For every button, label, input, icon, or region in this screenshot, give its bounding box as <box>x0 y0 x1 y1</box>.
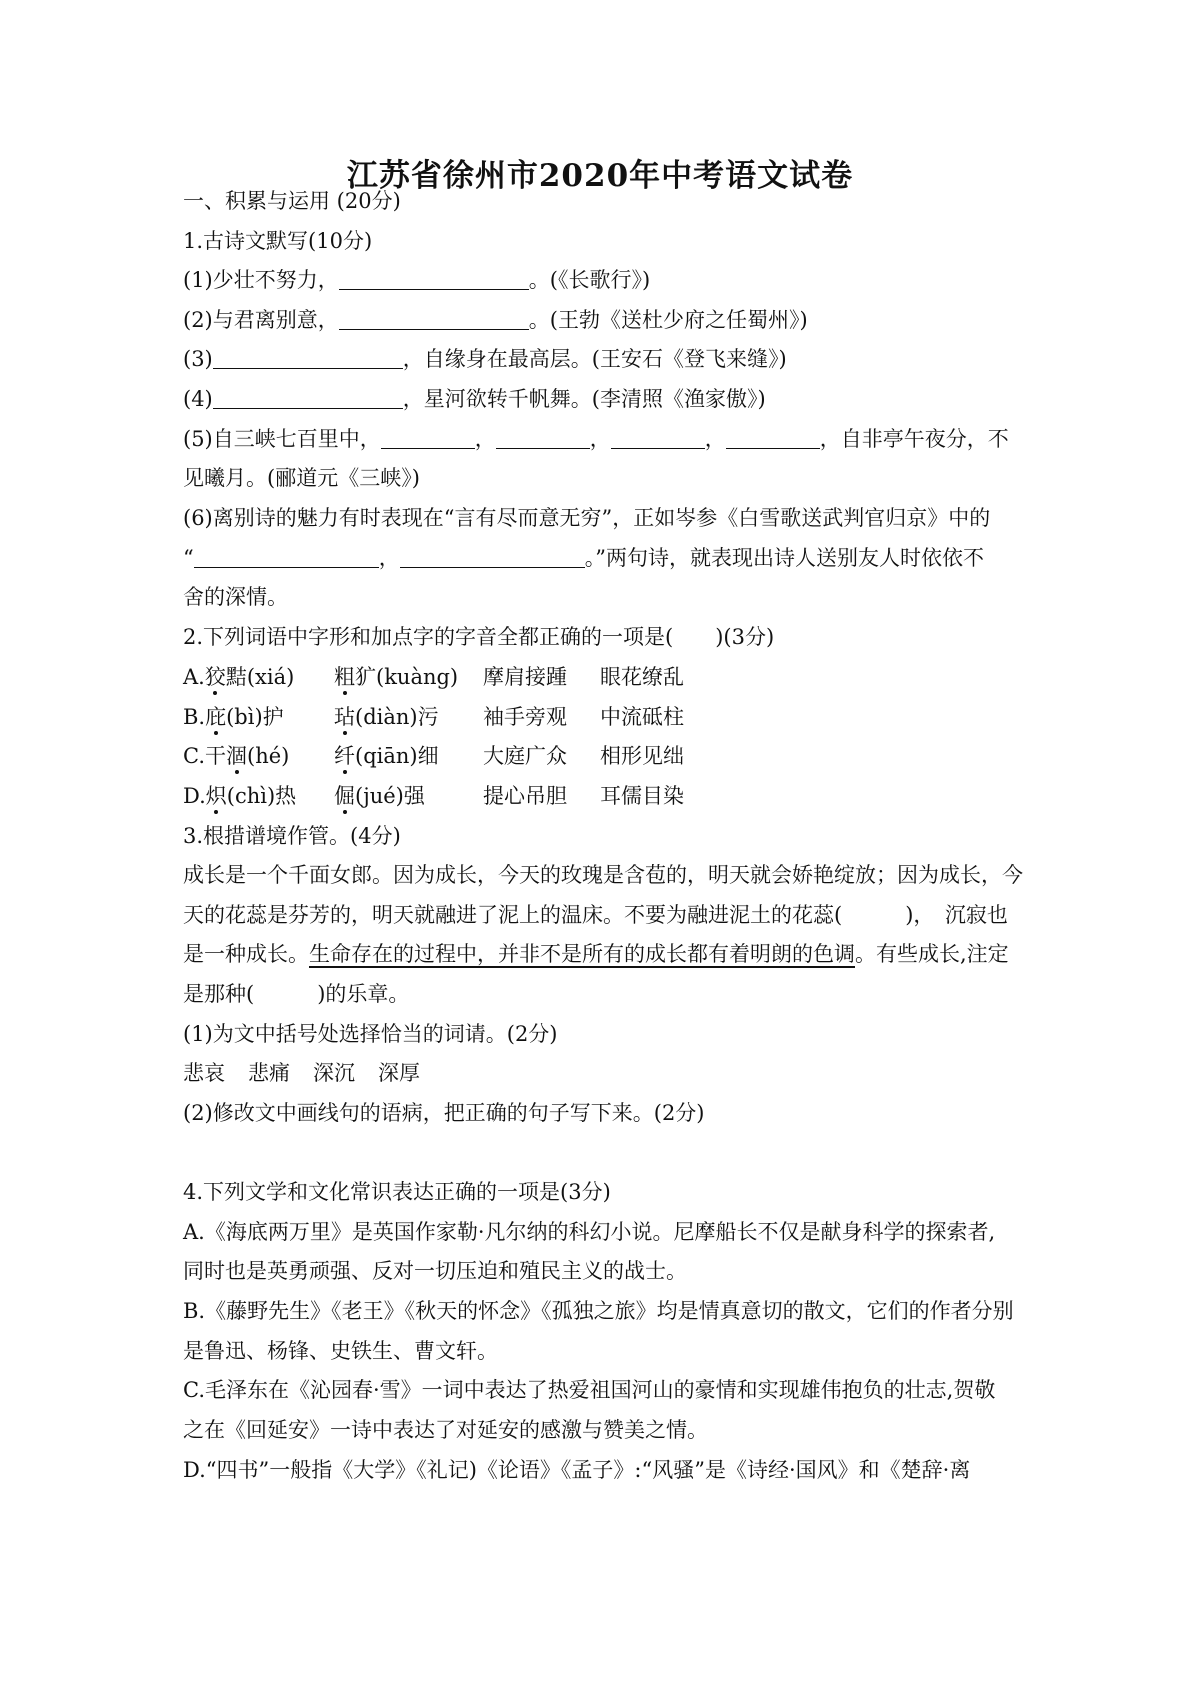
q1-item-1: (1)少壮不努力， 。(《长歌行》) <box>183 268 651 292</box>
answer-blank[interactable] <box>400 545 585 568</box>
q3-word-options <box>183 1058 1033 1088</box>
q1-item-3: (3) ，自缘身在最高层。(王安石《登飞来缝》) <box>183 347 787 371</box>
q1-item-4: (4) ，星河欲转千帆舞。(李清照《渔家傲》) <box>183 387 766 411</box>
answer-blank[interactable] <box>496 426 590 449</box>
answer-blank[interactable] <box>213 386 403 409</box>
q2-option-d[interactable]: D.炽(chì)热 倔(jué)强 提心吊胆 耳儒目染 <box>183 784 684 808</box>
q4-option-c[interactable]: C.毛泽东在《沁园春·雪》一词中表达了热爱祖国河山的豪情和实现雄伟抱负的壮志,贺敬 <box>183 1378 996 1402</box>
answer-blank[interactable] <box>339 267 529 290</box>
answer-blank[interactable] <box>213 346 403 369</box>
q3-passage-line: 是那种( )的乐章。 <box>183 982 410 1006</box>
q1-item-2: (2)与君离别意， 。(王勃《送杜少府之任蜀州》) <box>183 308 808 332</box>
answer-blank[interactable] <box>194 545 379 568</box>
q4-option-c-cont: 之在《回延安》一诗中表达了对延安的感激与赞美之情。 <box>183 1418 708 1442</box>
question-4-heading: 4.下列文学和文化常识表达正确的一项是(3分) <box>183 1180 611 1204</box>
q1-item-5-cont: 见曦月。(郦道元《三峡》) <box>183 466 420 490</box>
q4-option-a-cont: 同时也是英勇顽强、反对一切压迫和殖民主义的战士。 <box>183 1259 687 1283</box>
q1-item-6: (6)离别诗的魅力有时表现在“言有尽而意无穷”，正如岑参《白雪歌送武判官归京》中的 <box>183 506 991 530</box>
q4-option-a[interactable]: A.《海底两万里》是英国作家勒·凡尔纳的科幻小说。尼摩船长不仅是献身科学的探索者, <box>183 1220 996 1244</box>
section-heading: 一、积累与运用 (20分) <box>183 189 401 213</box>
q3-sub-2: (2)修改文中画线句的语病，把正确的句子写下来。(2分) <box>183 1101 705 1125</box>
q1-item-5: (5)自三峡七百里中， ， ， ， ，自非亭午夜分，不 <box>183 427 1009 451</box>
underlined-sentence: 生命存在的过程中，并非不是所有的成长都有着明朗的色调 <box>309 942 855 966</box>
q4-option-b-cont: 是鲁迅、杨锋、史铁生、曹文轩。 <box>183 1339 498 1363</box>
answer-blank[interactable] <box>339 307 529 330</box>
answer-blank[interactable] <box>381 426 475 449</box>
question-1-heading: 1.古诗文默写(10分) <box>183 229 373 253</box>
q1-item-6-end: 舍的深情。 <box>183 585 288 609</box>
q2-option-a[interactable]: A.狡黠(xiá) 粗犷(kuàng) 摩肩接踵 眼花缭乱 <box>183 665 684 689</box>
question-2-heading: 2.下列词语中字形和加点字的字音全都正确的一项是( )(3分) <box>183 625 775 649</box>
q3-passage-line: 是一种成长。生命存在的过程中，并非不是所有的成长都有着明朗的色调。有些成长,注定 <box>183 942 1009 966</box>
word-option[interactable]: 深厚 <box>378 1061 420 1085</box>
q4-option-d[interactable]: D.“四书”一般指《大学》《礼记)《论语》《孟子》:“风骚”是《诗经·国风》和《楚辞·离 <box>183 1458 971 1482</box>
q1-item-6-cont: “ ， 。”两句诗，就表现出诗人送别友人时依依不 <box>183 546 984 570</box>
q3-passage-line: 天的花蕊是芬芳的，明天就融进了泥上的温床。不要为融进泥土的花蕊( )， 沉寂也 <box>183 903 1008 927</box>
question-3-heading: 3.根措谱境作管。(4分) <box>183 824 401 848</box>
q3-passage-line: 成长是一个千面女郎。因为成长，今天的玫瑰是含苞的，明天就会娇艳绽放；因为成长，今 <box>183 863 1023 887</box>
word-option[interactable]: 深沉 <box>313 1061 355 1085</box>
page-title: 江苏省徐州市2020年中考语文试卷 <box>346 158 854 194</box>
q3-sub-1: (1)为文中括号处选择恰当的词请。(2分) <box>183 1022 558 1046</box>
answer-blank[interactable] <box>726 426 820 449</box>
q4-option-b[interactable]: B.《藤野先生》《老王》《秋天的怀念》《孤独之旅》均是情真意切的散文，它们的作者分别 <box>183 1299 1014 1323</box>
q2-option-c[interactable]: C.干涸(hé) 纤(qiān)细 大庭广众 相形见绌 <box>183 744 684 768</box>
word-option[interactable]: 悲痛 <box>248 1061 290 1085</box>
q2-option-b[interactable]: B.庇(bì)护 玷(diàn)污 袖手旁观 中流砥柱 <box>183 705 684 729</box>
answer-blank[interactable] <box>611 426 705 449</box>
word-option[interactable]: 悲哀 <box>183 1061 225 1085</box>
